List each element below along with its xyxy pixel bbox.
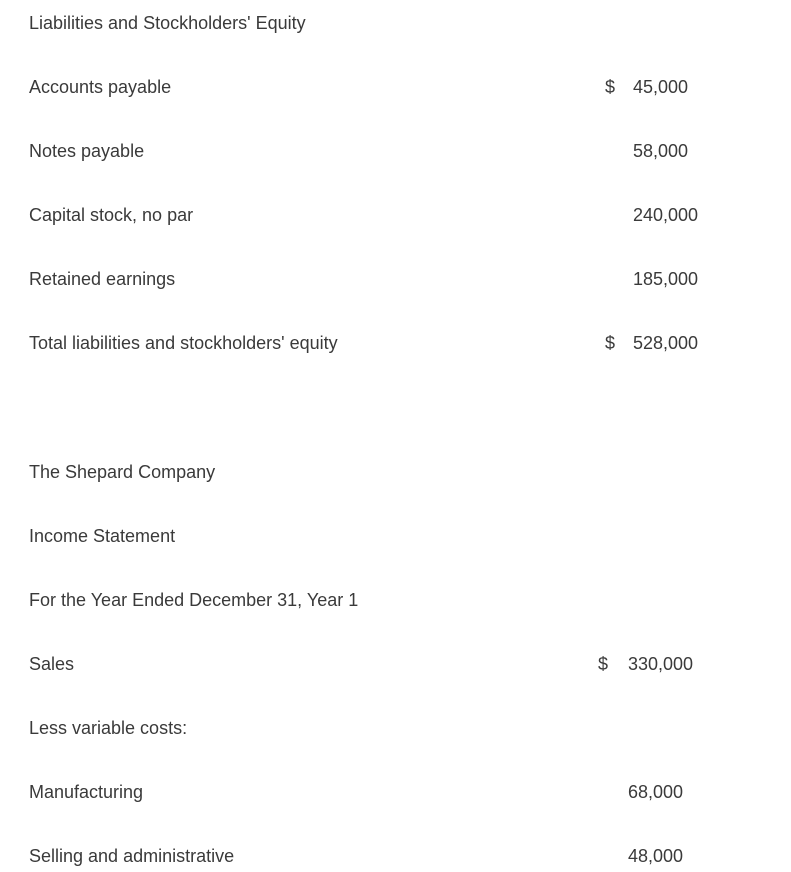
statement-period: For the Year Ended December 31, Year 1 bbox=[29, 590, 359, 610]
sales-value: 330,000 bbox=[628, 654, 694, 674]
accounts-payable-row bbox=[0, 75, 791, 99]
manufacturing-value: 68,000 bbox=[628, 782, 684, 802]
total-liabilities-equity-label: Total liabilities and stockholders' equity bbox=[29, 333, 338, 353]
selling-admin-value: 48,000 bbox=[628, 846, 684, 866]
sales-currency: $ bbox=[598, 654, 609, 674]
accounts-payable-label: Accounts payable bbox=[29, 77, 172, 97]
liabilities-equity-heading: Liabilities and Stockholders' Equity bbox=[29, 13, 306, 33]
statement-title: Income Statement bbox=[29, 526, 176, 546]
manufacturing-row bbox=[0, 780, 791, 804]
selling-admin-row bbox=[0, 844, 791, 868]
manufacturing-label: Manufacturing bbox=[29, 782, 144, 802]
sales-row bbox=[0, 652, 791, 676]
company-name-row bbox=[0, 460, 791, 484]
accounts-payable-currency: $ bbox=[605, 77, 616, 97]
notes-payable-value: 58,000 bbox=[633, 141, 689, 161]
variable-costs-row bbox=[0, 716, 791, 740]
sales-label: Sales bbox=[29, 654, 75, 674]
total-liabilities-equity-currency: $ bbox=[605, 333, 616, 353]
accounts-payable-value: 45,000 bbox=[633, 77, 689, 97]
statement-period-row bbox=[0, 588, 791, 612]
statement-title-row bbox=[0, 524, 791, 548]
notes-payable-row bbox=[0, 139, 791, 163]
company-name: The Shepard Company bbox=[29, 462, 216, 482]
retained-earnings-row bbox=[0, 267, 791, 291]
total-liabilities-equity-row bbox=[0, 331, 791, 355]
selling-admin-label: Selling and administrative bbox=[29, 846, 235, 866]
notes-payable-label: Notes payable bbox=[29, 141, 145, 161]
variable-costs-label: Less variable costs: bbox=[29, 718, 188, 738]
liabilities-equity-heading-row bbox=[0, 11, 791, 35]
capital-stock-value: 240,000 bbox=[633, 205, 699, 225]
capital-stock-label: Capital stock, no par bbox=[29, 205, 194, 225]
capital-stock-row bbox=[0, 203, 791, 227]
total-liabilities-equity-value: 528,000 bbox=[633, 333, 699, 353]
retained-earnings-label: Retained earnings bbox=[29, 269, 176, 289]
retained-earnings-value: 185,000 bbox=[633, 269, 699, 289]
